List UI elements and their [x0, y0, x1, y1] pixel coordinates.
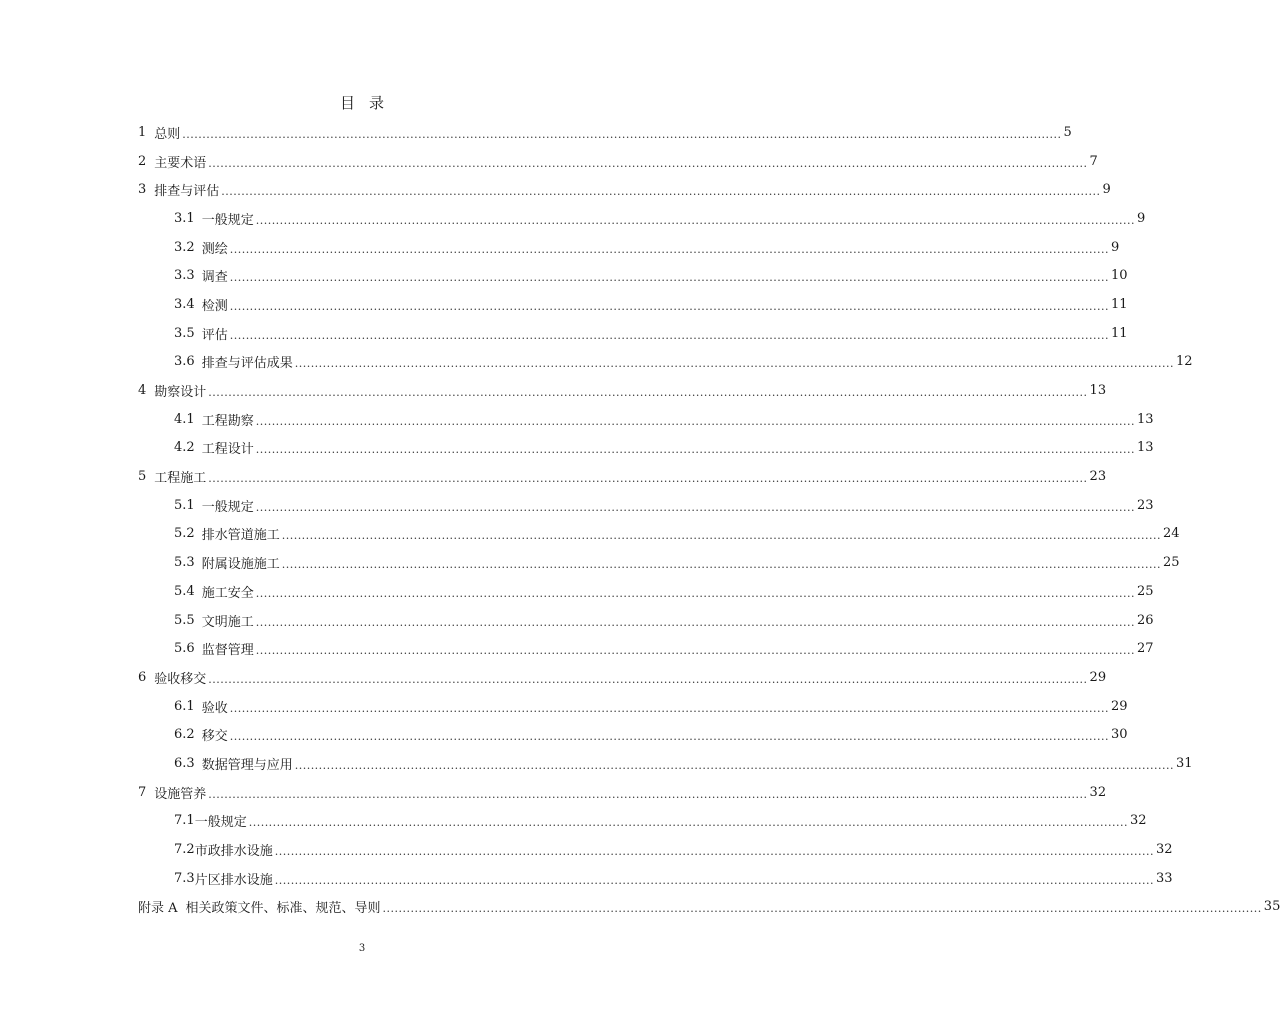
- toc-title-char-2: 录: [369, 94, 385, 112]
- toc-entry-page: 13: [1136, 411, 1154, 427]
- toc-entry-label: 数据管理与应用: [201, 757, 293, 773]
- toc-dot-leader: ............................................................................................................................................................................................................................: [255, 644, 1135, 658]
- toc-dot-leader: ............................................................................................................................................................................................................................: [208, 386, 1088, 400]
- toc-entry-page: 29: [1089, 669, 1107, 685]
- toc-entry-page: 29: [1110, 698, 1128, 714]
- toc-entry-number: 附录 A: [138, 901, 178, 917]
- toc-entry-number: 4: [138, 383, 147, 399]
- toc-entry-number: 3.4: [174, 296, 195, 312]
- toc-entry-number: 6.3: [174, 755, 195, 771]
- toc-entry[interactable]: [138, 807, 1147, 836]
- toc-entry-label: 勘察设计: [154, 385, 207, 401]
- toc-entry-page: 32: [1089, 784, 1107, 800]
- toc-entry-page: 23: [1136, 497, 1154, 513]
- toc-entry-page: 25: [1136, 583, 1154, 599]
- toc-entry-page: 13: [1089, 383, 1107, 399]
- toc-dot-leader: ............................................................................................................................................................................................................................: [255, 615, 1135, 629]
- toc-entry-page: 23: [1089, 469, 1107, 485]
- toc-entry[interactable]: [138, 261, 1128, 290]
- toc-entry-label: 工程设计: [201, 442, 254, 458]
- toc-dot-leader: ............................................................................................................................................................................................................................: [229, 299, 1109, 313]
- toc-entry-label: 文明施工: [201, 614, 254, 630]
- toc-entry-label: 调查: [201, 270, 228, 286]
- toc-entry-label: 检测: [201, 298, 228, 314]
- toc-entry-number: 5.1: [174, 497, 195, 513]
- toc-entry-label: 验收移交: [154, 671, 207, 687]
- toc-entry[interactable]: [138, 204, 1146, 233]
- toc-entry[interactable]: [138, 720, 1128, 749]
- toc-entry-page: 12: [1175, 354, 1193, 370]
- toc-entry-number: 1: [138, 124, 147, 140]
- toc-dot-leader: ............................................................................................................................................................................................................................: [208, 472, 1088, 486]
- toc-dot-leader: ............................................................................................................................................................................................................................: [255, 443, 1135, 457]
- toc-entry-number: 7.1: [174, 813, 195, 829]
- toc-entry-label: 评估: [201, 327, 228, 343]
- toc-entry[interactable]: [138, 577, 1154, 606]
- toc-entry-page: 7: [1089, 153, 1098, 169]
- toc-entry-label: 总则: [154, 126, 181, 142]
- toc-entry-label: 一般规定: [194, 815, 247, 831]
- toc-entry-label: 排查与评估成果: [201, 356, 293, 372]
- toc-entry-label: 设施管养: [154, 786, 207, 802]
- toc-entry-label: 施工安全: [201, 585, 254, 601]
- toc-entry[interactable]: [138, 376, 1107, 405]
- toc-entry[interactable]: [138, 835, 1173, 864]
- toc-title: [0, 92, 724, 113]
- toc-entry-page: 9: [1110, 239, 1120, 255]
- toc-entry-page: 30: [1110, 727, 1128, 743]
- toc-entry-number: 3.1: [174, 210, 195, 226]
- toc-dot-leader: ............................................................................................................................................................................................................................: [208, 156, 1088, 170]
- toc-entry[interactable]: [138, 118, 1072, 147]
- toc-dot-leader: ............................................................................................................................................................................................................................: [255, 586, 1135, 600]
- toc-entry[interactable]: [138, 147, 1098, 176]
- toc-entry-number: 7.3: [174, 870, 195, 886]
- toc-title-char-1: 目: [339, 94, 355, 112]
- toc-entry[interactable]: [138, 692, 1128, 721]
- toc-entry[interactable]: [138, 348, 1193, 377]
- toc-entry-number: 6.2: [174, 727, 195, 743]
- toc-entry-number: 3.6: [174, 354, 195, 370]
- toc-entry[interactable]: [138, 491, 1154, 520]
- toc-entry-page: 31: [1175, 755, 1193, 771]
- toc-dot-leader: ............................................................................................................................................................................................................................: [382, 902, 1262, 916]
- toc-dot-leader: ............................................................................................................................................................................................................................: [294, 357, 1174, 371]
- toc-entry-page: 35: [1263, 899, 1280, 915]
- toc-entry[interactable]: [138, 606, 1154, 635]
- toc-entry-number: 3.3: [174, 268, 195, 284]
- toc-entry-number: 5.6: [174, 641, 195, 657]
- toc-entry[interactable]: [138, 749, 1193, 778]
- toc-entry-label: 工程勘察: [201, 413, 254, 429]
- toc-dot-leader: ............................................................................................................................................................................................................................: [255, 414, 1135, 428]
- toc-dot-leader: ............................................................................................................................................................................................................................: [255, 500, 1135, 514]
- toc-entry[interactable]: [138, 319, 1128, 348]
- toc-dot-leader: ............................................................................................................................................................................................................................: [274, 873, 1154, 887]
- toc-entry[interactable]: [138, 663, 1107, 692]
- toc-entry-label: 排水管道施工: [201, 528, 280, 544]
- toc-entry-page: 24: [1162, 526, 1180, 542]
- toc-entry-number: 4.1: [174, 411, 195, 427]
- toc-entry-label: 工程施工: [154, 471, 207, 487]
- toc-dot-leader: ............................................................................................................................................................................................................................: [229, 271, 1109, 285]
- toc-dot-leader: ............................................................................................................................................................................................................................: [274, 845, 1154, 859]
- toc-dot-leader: ............................................................................................................................................................................................................................: [248, 816, 1128, 830]
- toc-entry-page: 9: [1102, 182, 1111, 198]
- toc-dot-leader: ............................................................................................................................................................................................................................: [255, 213, 1135, 227]
- toc-entry[interactable]: [138, 864, 1173, 893]
- toc-dot-leader: ............................................................................................................................................................................................................................: [294, 758, 1174, 772]
- toc-entry-label: 主要术语: [154, 155, 207, 171]
- toc-entry[interactable]: [138, 434, 1154, 463]
- toc-entry[interactable]: [138, 548, 1180, 577]
- toc-dot-leader: ............................................................................................................................................................................................................................: [208, 787, 1088, 801]
- toc-entry-number: 5.4: [174, 583, 195, 599]
- toc-entry-number: 3.5: [174, 325, 195, 341]
- toc-entry-number: 2: [138, 153, 147, 169]
- toc-entry[interactable]: [138, 405, 1154, 434]
- toc-entry-label: 一般规定: [201, 212, 254, 228]
- toc-dot-leader: ............................................................................................................................................................................................................................: [221, 185, 1101, 199]
- toc-entry-page: 10: [1110, 268, 1128, 284]
- toc-entry-label: 测绘: [201, 241, 228, 257]
- toc-dot-leader: ............................................................................................................................................................................................................................: [229, 328, 1109, 342]
- table-of-contents: [138, 118, 1280, 921]
- toc-entry-page: 26: [1136, 612, 1154, 628]
- toc-entry-page: 5: [1063, 124, 1072, 140]
- toc-dot-leader: ............................................................................................................................................................................................................................: [229, 701, 1109, 715]
- toc-dot-leader: ............................................................................................................................................................................................................................: [281, 558, 1161, 572]
- toc-dot-leader: ............................................................................................................................................................................................................................: [229, 242, 1109, 256]
- toc-entry-number: 5: [138, 469, 147, 485]
- toc-entry-page: 25: [1162, 555, 1180, 571]
- toc-entry-label: 附属设施施工: [201, 557, 280, 573]
- toc-entry-number: 3: [138, 182, 147, 198]
- toc-entry[interactable]: [138, 520, 1180, 549]
- toc-entry-label: 市政排水设施: [194, 844, 273, 860]
- toc-dot-leader: ............................................................................................................................................................................................................................: [281, 529, 1161, 543]
- toc-entry-label: 相关政策文件、标准、规范、导则: [185, 901, 381, 917]
- page-number: 3: [358, 943, 366, 954]
- toc-entry-number: 3.2: [174, 239, 195, 255]
- toc-entry-number: 5.3: [174, 555, 195, 571]
- toc-dot-leader: ............................................................................................................................................................................................................................: [182, 127, 1062, 141]
- toc-entry-page: 33: [1155, 870, 1173, 886]
- toc-dot-leader: ............................................................................................................................................................................................................................: [229, 730, 1109, 744]
- toc-entry-label: 排查与评估: [154, 184, 220, 200]
- toc-entry-label: 验收: [201, 700, 228, 716]
- toc-entry-page: 32: [1129, 813, 1147, 829]
- toc-entry-page: 27: [1136, 641, 1154, 657]
- toc-entry[interactable]: [138, 893, 1280, 922]
- toc-entry-label: 移交: [201, 729, 228, 745]
- toc-entry-number: 5.5: [174, 612, 195, 628]
- toc-entry[interactable]: [138, 233, 1120, 262]
- toc-entry-label: 监督管理: [201, 643, 254, 659]
- toc-entry-number: 4.2: [174, 440, 195, 456]
- toc-entry[interactable]: [138, 778, 1107, 807]
- toc-entry-label: 片区排水设施: [194, 872, 273, 888]
- toc-entry-page: 13: [1136, 440, 1154, 456]
- toc-entry-number: 6.1: [174, 698, 195, 714]
- toc-dot-leader: ............................................................................................................................................................................................................................: [208, 672, 1088, 686]
- toc-entry-page: 11: [1110, 325, 1128, 341]
- toc-entry-number: 6: [138, 669, 147, 685]
- toc-entry-number: 7.2: [174, 842, 195, 858]
- toc-entry-number: 7: [138, 784, 147, 800]
- toc-entry[interactable]: [138, 462, 1107, 491]
- toc-entry-number: 5.2: [174, 526, 195, 542]
- toc-entry[interactable]: [138, 634, 1154, 663]
- toc-entry-page: 32: [1155, 842, 1173, 858]
- toc-entry-label: 一般规定: [201, 499, 254, 515]
- toc-entry[interactable]: [138, 290, 1128, 319]
- toc-entry-page: 11: [1110, 296, 1128, 312]
- toc-entry[interactable]: [138, 175, 1111, 204]
- toc-entry-page: 9: [1136, 210, 1146, 226]
